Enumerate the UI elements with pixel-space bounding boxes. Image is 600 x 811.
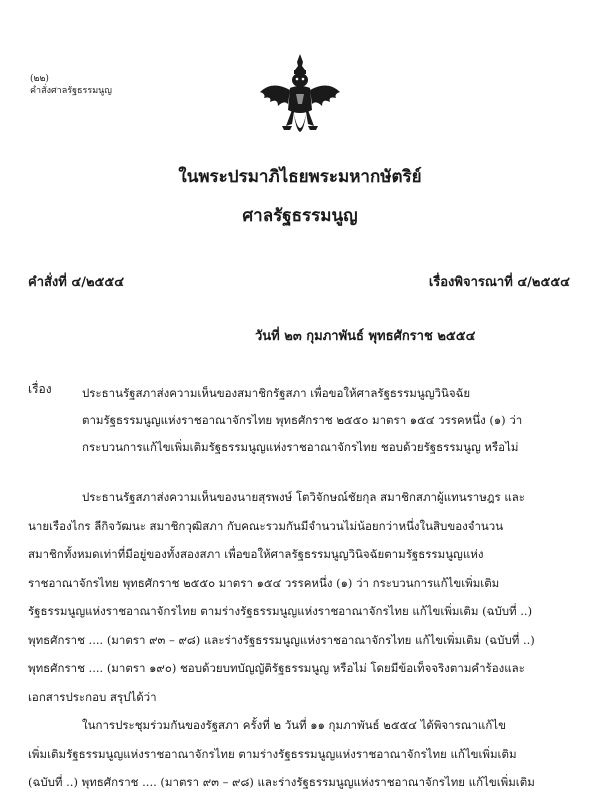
paragraph-line: ในการประชุมร่วมกันของรัฐสภา ครั้งที่ ๒ วันที่ ๑๑ กุมภาพันธ์ ๒๕๕๔ ได้พิจารณาแก้ไข (82, 718, 506, 732)
subject-label: เรื่อง (28, 382, 52, 396)
paragraph-line: ประธานรัฐสภาส่งความเห็นของนายสุรพงษ์ โตวิจักษณ์ชัยกุล สมาชิกสภาผู้แทนราษฎร และ (82, 490, 525, 504)
body-text (28, 483, 573, 797)
order-number: คำสั่งที่ ๔/๒๕๕๔ (28, 275, 125, 290)
order-date: วันที่ ๒๓ กุมภาพันธ์ พุทธศักราช ๒๕๕๔ (255, 329, 476, 344)
paragraph-line: เพิ่มเติมรัฐธรรมนูญแห่งราชอาณาจักรไทย ตามร่างรัฐธรรมนูญแห่งราชอาณาจักรไทย แก้ไขเพิ่มเติม (28, 746, 517, 761)
paragraph-line: สมาชิกทั้งหมดเท่าที่มีอยู่ของทั้งสองสภา เพื่อขอให้ศาลรัฐธรรมนูญวินิจฉัยตามรัฐธรรมนูญแห่ง (28, 547, 484, 561)
document-header (30, 73, 112, 97)
court-title: ศาลรัฐธรรมนูญ (242, 206, 358, 226)
royal-title: ในพระปรมาภิไธยพระมหากษัตริย์ (178, 167, 422, 187)
page-number: (๒๒) (30, 74, 49, 84)
paragraph-line: (ฉบับที่ ..) พุทธศักราช .... (มาตรา ๙๓ – ๙๘) และร่างรัฐธรรมนูญแห่งราชอาณาจักรไทย แก้ไขเพิ่มเติม (28, 775, 535, 789)
paragraph-line: พุทธศักราช .... (มาตรา ๙๓ – ๙๘) และร่างรัฐธรรมนูญแห่งราชอาณาจักรไทย แก้ไขเพิ่มเติม (ฉบับที่ ..) (28, 632, 535, 647)
garuda-emblem-icon (258, 52, 342, 144)
paragraph-line: เอกสารประกอบ สรุปได้ว่า (28, 689, 157, 704)
paragraph-line: นายเรืองไกร ลีกิจวัฒนะ สมาชิกวุฒิสภา กับคณะรวมกันมีจำนวนไม่น้อยกว่าหนึ่งในสิบของจำนวน (28, 518, 504, 533)
paragraph-line: ราชอาณาจักรไทย พุทธศักราช ๒๕๕๐ มาตรา ๑๕๔ วรรคหนึ่ง (๑) ว่า กระบวนการแก้ไขเพิ่มเติม (28, 575, 500, 590)
paragraph-line: พุทธศักราช .... (มาตรา ๑๙๐) ชอบด้วยบทบัญญัติรัฐธรรมนูญ หรือไม่ โดยมีข้อเท็จจริงตามคำร้องและ (28, 661, 525, 675)
subject-line: กระบวนการแก้ไขเพิ่มเติมรัฐธรรมนูญแห่งราชอาณาจักรไทย ชอบด้วยรัฐธรรมนูญ หรือไม่ (82, 440, 519, 454)
paragraph-line: รัฐธรรมนูญแห่งราชอาณาจักรไทย ตามร่างรัฐธรรมนูญแห่งราชอาณาจักรไทย แก้ไขเพิ่มเติม (ฉบับที่ ..) (28, 604, 533, 618)
subject-line: ตามรัฐธรรมนูญแห่งราชอาณาจักรไทย พุทธศักราช ๒๕๕๐ มาตรา ๑๕๔ วรรคหนึ่ง (๑) ว่า (82, 413, 523, 427)
case-number: เรื่องพิจารณาที่ ๔/๒๕๕๔ (428, 275, 570, 290)
subject-line: ประธานรัฐสภาส่งความเห็นของสมาชิกรัฐสภา เพื่อขอให้ศาลรัฐธรรมนูญวินิจฉัย (82, 386, 471, 400)
document-type: คำสั่งศาลรัฐธรรมนูญ (30, 86, 112, 96)
subject-text (82, 380, 572, 461)
